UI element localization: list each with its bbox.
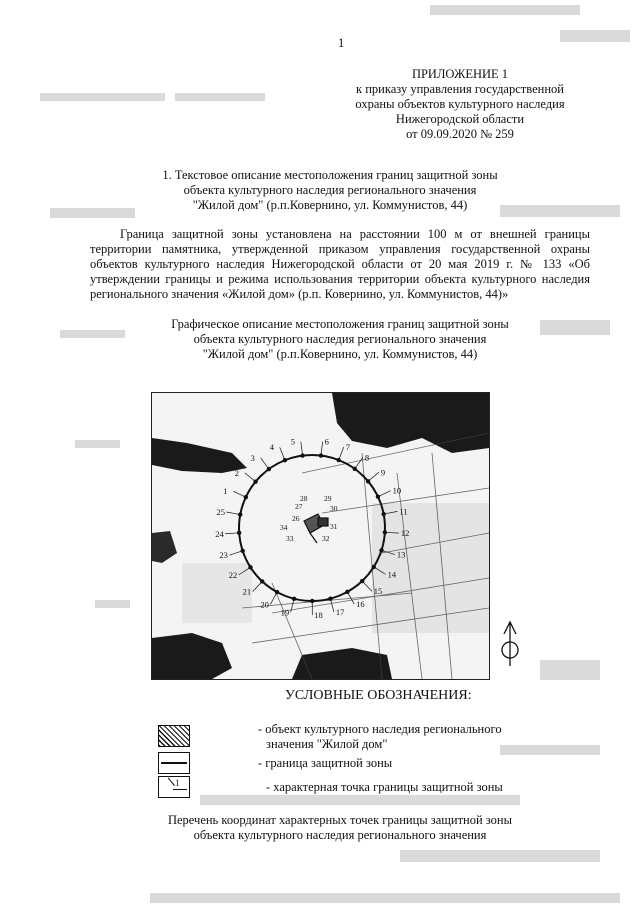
boundary-point-label: 8 [364,452,370,463]
heading-line: "Жилой дом" (р.п.Ковернино, ул. Коммунистов, 44) [202,347,478,361]
object-point-label: 28 [300,494,308,503]
legend-title: УСЛОВНЫЕ ОБОЗНАЧЕНИЯ: [285,688,472,703]
dark-area [292,648,392,679]
boundary-point-label: 18 [314,609,323,620]
boundary-point-label: 7 [345,441,350,452]
point-leader [226,512,240,515]
appendix-title: ПРИЛОЖЕНИЕ 1 [411,67,509,81]
point-leader [233,491,246,497]
legend-point-number: 1 [175,778,180,788]
heading-line: 1. Текстовое описание местоположения границ защитной зоны [162,168,498,182]
coords-title-line: объекта культурного наследия регионального значения [193,828,487,842]
section1-paragraph [90,227,590,302]
scan-noise [200,795,520,805]
scan-noise [540,660,600,680]
object-point-label: 33 [286,534,294,543]
object-point-label: 27 [295,502,303,511]
boundary-point-label: 2 [234,467,240,478]
appendix-block [330,67,590,142]
boundary-point [379,548,383,552]
dark-area [152,531,177,563]
paragraph-line: регионального значения «Жилой дом» (р.п. Ковернино, ул. Коммунистов, 44)» [90,287,509,301]
boundary-point-label: 13 [396,549,406,560]
boundary-point-label: 16 [356,599,365,610]
boundary-point [376,494,380,498]
object-point-label: 32 [322,534,330,543]
point-leader [291,599,294,613]
object-point-label: 29 [324,494,332,503]
dark-area [152,438,247,473]
point-leader [378,491,391,497]
boundary-point-label: 3 [250,452,255,463]
section2-heading [140,317,540,362]
legend-boundary-swatch [158,752,190,774]
boundary-point-label: 1 [223,486,228,497]
scan-noise [95,600,130,608]
point-leader [321,442,323,456]
boundary-point [328,596,332,600]
boundary-point-label: 11 [399,506,408,517]
point-leader [229,551,242,555]
object-point-label: 34 [280,523,288,532]
gray-area [182,563,252,623]
legend-object-swatch [158,725,190,747]
boundary-point-label: 4 [269,442,274,453]
appendix-line: к приказу управления государственной [356,82,564,96]
legend-item-line: - объект культурного наследия регионального [258,722,502,736]
appendix-line: Нижегородской области [395,112,525,126]
dark-area [332,393,489,453]
paragraph-line: объектов культурного наследия Нижегородской области от 20 мая 2019 г. № 133 «Об [90,257,590,271]
boundary-point-label: 20 [260,599,269,610]
point-leader [368,472,379,481]
point-leader [355,457,363,468]
point-leader [225,533,239,534]
boundary-point-label: 24 [215,528,224,539]
paragraph-line: территории памятника, утвержденной приказом управления государственной охраны [90,242,590,256]
boundary-point-label: 23 [219,550,228,561]
north-arrow-icon [498,620,522,668]
dark-area [152,633,232,679]
scan-noise [560,30,630,42]
paragraph-line: Граница защитной зоны установлена на расстоянии 100 м от внешней границы [120,227,590,241]
boundary-point [345,590,349,594]
boundary-point-label: 17 [335,607,345,618]
boundary-point-label: 21 [242,586,252,597]
point-leader [330,599,334,613]
boundary-point [336,458,340,462]
scan-noise [430,5,580,15]
section1-heading [120,168,540,213]
legend-point-swatch [158,776,190,798]
boundary-point-label: 25 [216,506,225,517]
scan-noise [400,850,600,862]
coords-title [140,813,540,843]
scan-noise [75,440,120,448]
point-leader [245,473,256,482]
boundary-point-label: 14 [387,569,397,580]
heading-line: "Жилой дом" (р.п.Ковернино, ул. Коммунистов, 44) [192,198,468,212]
boundary-point-label: 10 [392,485,402,496]
point-leader [301,442,303,456]
protection-zone-map [151,392,490,680]
point-leader [270,592,277,604]
legend-item-point: - характерная точка границы защитной зоны [266,780,503,794]
boundary-point-label: 15 [373,586,383,597]
paragraph-line: утверждении границы и режима использования территории объекта культурного наследия [90,272,590,286]
heading-line: объекта культурного наследия регионального значения [183,183,477,197]
scan-noise [175,93,265,101]
object-point-label: 30 [330,504,338,513]
heading-line: объекта культурного наследия регионального значения [193,332,487,346]
map-svg [152,393,489,679]
legend-item-boundary: - граница защитной зоны [258,756,393,770]
boundary-point-label: 5 [290,436,296,447]
scan-noise [540,320,610,335]
boundary-point-label: 6 [324,436,329,447]
scan-noise [150,893,620,903]
boundary-point-label: 22 [228,569,238,580]
appendix-line: от 09.09.2020 № 259 [406,127,514,141]
object-point-label: 26 [292,514,300,523]
boundary-point-label: 9 [380,467,386,478]
scan-noise [40,93,165,101]
scan-noise [500,745,600,755]
point-leader [362,581,372,591]
scan-noise [60,330,125,338]
boundary-point-label: 12 [400,528,410,539]
page-number: 1 [338,36,345,50]
gray-area [372,503,489,633]
boundary-point [244,495,248,499]
heading-line: Графическое описание местоположения границ защитной зоны [171,317,509,331]
point-leader [253,581,263,591]
point-leader [261,458,269,469]
point-leader [339,447,344,460]
legend-item-line: значения "Жилой дом" [266,737,388,751]
appendix-line: охраны объектов культурного наследия [355,97,565,111]
coords-title-line: Перечень координат характерных точек границы защитной зоны [167,813,513,827]
boundary-point-label: 19 [280,607,290,618]
object-point-label: 31 [330,522,338,531]
point-leader [280,447,285,460]
boundary-point [240,549,244,553]
legend-item-object [258,722,502,752]
